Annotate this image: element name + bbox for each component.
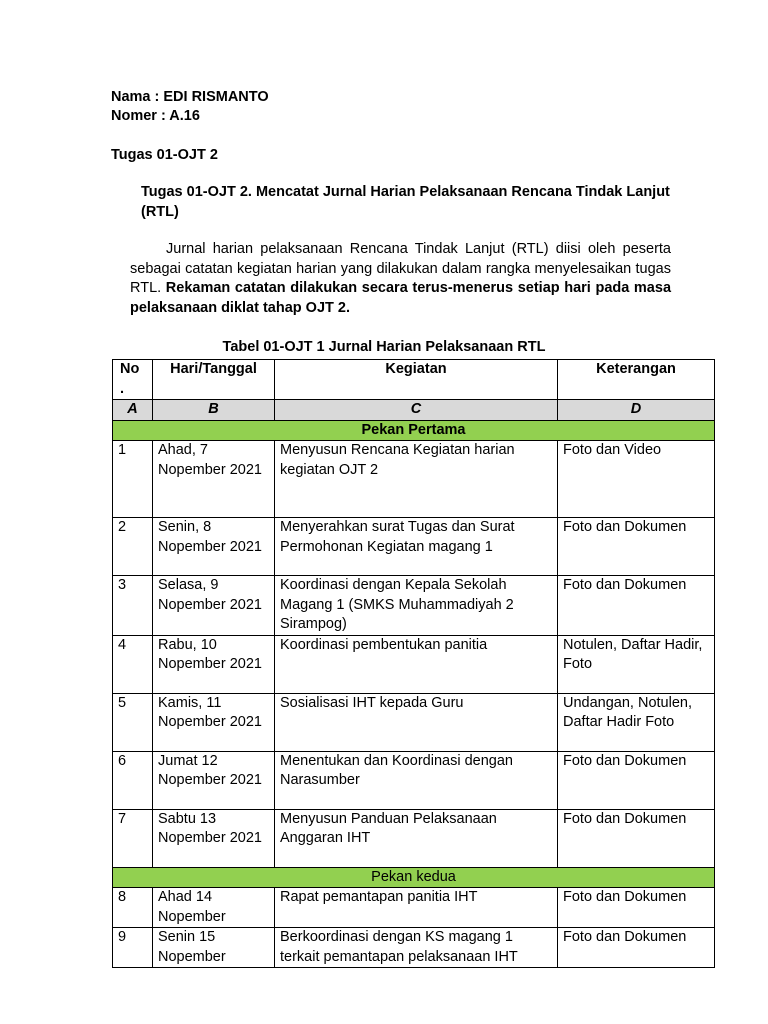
table-row: [113, 928, 715, 968]
week-row: [113, 420, 715, 441]
cell-note: Notulen, Daftar Hadir, Foto: [558, 635, 715, 693]
table-row: [113, 888, 715, 928]
description-plain: Jurnal harian pelaksanaan Rencana Tindak Lanjut (RTL) diisi oleh peserta sebagai catatan kegiatan harian yang dilakukan dalam rangka menyelesaikan tugas RTL.: [130, 241, 671, 296]
cell-note: Foto dan Dokumen: [558, 928, 715, 968]
student-name: Nama : EDI RISMANTO: [111, 89, 269, 105]
table-caption: Tabel 01-OJT 1 Jurnal Harian Pelaksanaan RTL: [222, 339, 546, 355]
col-header-activity: Kegiatan: [275, 360, 558, 400]
cell-no: 3: [113, 576, 153, 636]
task-description: [130, 240, 671, 318]
week-label: Pekan kedua: [113, 867, 715, 888]
cell-activity: Koordinasi dengan Kepala Sekolah Magang 1 (SMKS Muhammadiyah 2 Sirampog): [275, 576, 558, 636]
cell-activity: Menyusun Panduan Pelaksanaan Anggaran IHT: [275, 809, 558, 867]
table-row: [113, 576, 715, 636]
cell-activity: Koordinasi pembentukan panitia: [275, 635, 558, 693]
table-row: [113, 809, 715, 867]
student-number: Nomer : A.16: [111, 108, 200, 124]
cell-note: Foto dan Dokumen: [558, 751, 715, 809]
col-letter-d: D: [558, 400, 715, 421]
cell-activity: Menentukan dan Koordinasi dengan Narasumber: [275, 751, 558, 809]
cell-day: Kamis, 11 Nopember 2021: [153, 693, 275, 751]
cell-day: Senin, 8 Nopember 2021: [153, 518, 275, 576]
cell-note: Foto dan Dokumen: [558, 888, 715, 928]
cell-day: Selasa, 9 Nopember 2021: [153, 576, 275, 636]
table-row: [113, 751, 715, 809]
task-heading: Tugas 01-OJT 2: [111, 147, 218, 163]
cell-day: Sabtu 13 Nopember 2021: [153, 809, 275, 867]
table-row: [113, 518, 715, 576]
cell-note: Undangan, Notulen, Daftar Hadir Foto: [558, 693, 715, 751]
col-header-note: Keterangan: [558, 360, 715, 400]
col-letter-c: C: [275, 400, 558, 421]
cell-no: 8: [113, 888, 153, 928]
cell-day: Senin 15 Nopember: [153, 928, 275, 968]
cell-activity: Sosialisasi IHT kepada Guru: [275, 693, 558, 751]
cell-activity: Berkoordinasi dengan KS magang 1 terkait pemantapan pelaksanaan IHT: [275, 928, 558, 968]
cell-note: Foto dan Dokumen: [558, 809, 715, 867]
cell-activity: Menyerahkan surat Tugas dan Surat Permohonan Kegiatan magang 1: [275, 518, 558, 576]
cell-day: Ahad 14 Nopember: [153, 888, 275, 928]
cell-no: 9: [113, 928, 153, 968]
table-row: [113, 441, 715, 518]
cell-note: Foto dan Dokumen: [558, 518, 715, 576]
journal-table: [112, 359, 715, 968]
cell-note: Foto dan Dokumen: [558, 576, 715, 636]
col-letter-b: B: [153, 400, 275, 421]
week-row: [113, 867, 715, 888]
week-label: Pekan Pertama: [113, 420, 715, 441]
cell-note: Foto dan Video: [558, 441, 715, 518]
cell-no: 5: [113, 693, 153, 751]
description-bold: Rekaman catatan dilakukan secara terus-menerus setiap hari pada masa pelaksanaan diklat tahap OJT 2.: [130, 280, 672, 316]
cell-activity: Rapat pemantapan panitia IHT: [275, 888, 558, 928]
table-header-row: [113, 360, 715, 400]
cell-no: 1: [113, 441, 153, 518]
cell-day: Ahad, 7 Nopember 2021: [153, 441, 275, 518]
cell-no: 2: [113, 518, 153, 576]
cell-day: Rabu, 10 Nopember 2021: [153, 635, 275, 693]
table-row: [113, 635, 715, 693]
cell-no: 7: [113, 809, 153, 867]
col-header-no: No .: [113, 360, 153, 400]
task-title: Tugas 01-OJT 2. Mencatat Jurnal Harian Pelaksanaan Rencana Tindak Lanjut (RTL): [141, 184, 670, 220]
cell-day: Jumat 12 Nopember 2021: [153, 751, 275, 809]
cell-no: 4: [113, 635, 153, 693]
table-row: [113, 693, 715, 751]
col-letter-a: A: [113, 400, 153, 421]
cell-activity: Menyusun Rencana Kegiatan harian kegiatan OJT 2: [275, 441, 558, 518]
column-letter-row: [113, 400, 715, 421]
col-header-day: Hari/Tanggal: [153, 360, 275, 400]
cell-no: 6: [113, 751, 153, 809]
